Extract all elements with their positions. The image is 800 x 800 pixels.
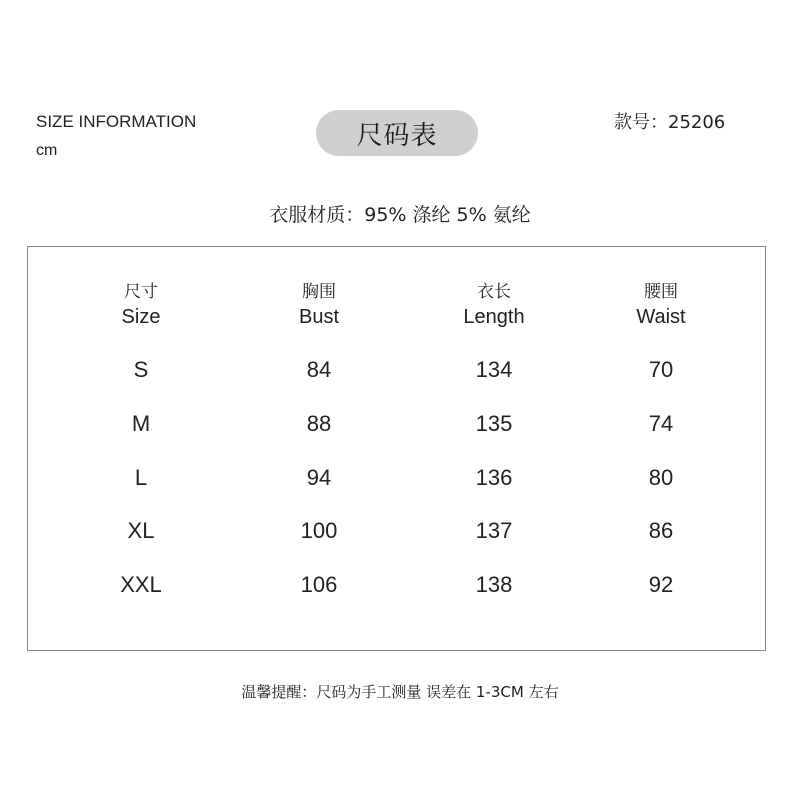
row-m-length: 135: [475, 411, 513, 436]
header-bust-en: Bust: [298, 306, 340, 328]
header-size-cn: 尺寸: [124, 282, 158, 302]
row-l-bust: 94: [306, 465, 332, 490]
header-length-cn: 衣长: [477, 282, 511, 302]
row-m-bust: 88: [306, 411, 332, 436]
header-length-en: Length: [463, 306, 525, 328]
row-s-length: 134: [475, 357, 513, 382]
row-xxl-size: XXL: [120, 572, 162, 597]
row-xxl-waist: 92: [648, 572, 674, 597]
header-waist-en: Waist: [636, 306, 686, 328]
row-s-waist: 70: [648, 357, 674, 382]
row-xl-bust: 100: [300, 518, 338, 543]
header-bust: [239, 277, 399, 329]
header-waist: [581, 277, 741, 329]
row-xxl-bust: 106: [300, 572, 338, 597]
size-information-label: SIZE INFORMATION: [36, 112, 197, 131]
style-number: 款号：25206: [614, 112, 726, 133]
row-m-size: M: [131, 411, 151, 436]
header-waist-cn: 腰围: [644, 282, 678, 302]
row-l-waist: 80: [648, 465, 674, 490]
header-size: [61, 277, 221, 329]
material-info: 衣服材质：95% 涤纶 5% 氨纶: [269, 204, 531, 226]
row-l-length: 136: [475, 465, 513, 490]
size-table: [27, 246, 766, 651]
header-length: [414, 277, 574, 329]
row-l-size: L: [134, 465, 148, 490]
row-m-waist: 74: [648, 411, 674, 436]
header-size-en: Size: [121, 306, 161, 328]
measurement-note: 温馨提醒：尺码为手工测量 误差在 1-3CM 左右: [241, 683, 559, 701]
row-xxl-length: 138: [475, 572, 513, 597]
header-bust-cn: 胸围: [302, 282, 336, 302]
unit-label: cm: [36, 142, 58, 159]
row-s-size: S: [133, 357, 149, 382]
row-s-bust: 84: [306, 357, 332, 382]
size-chart-title: 尺码表: [316, 110, 478, 156]
row-xl-waist: 86: [648, 518, 674, 543]
row-xl-length: 137: [475, 518, 513, 543]
row-xl-size: XL: [127, 518, 155, 543]
